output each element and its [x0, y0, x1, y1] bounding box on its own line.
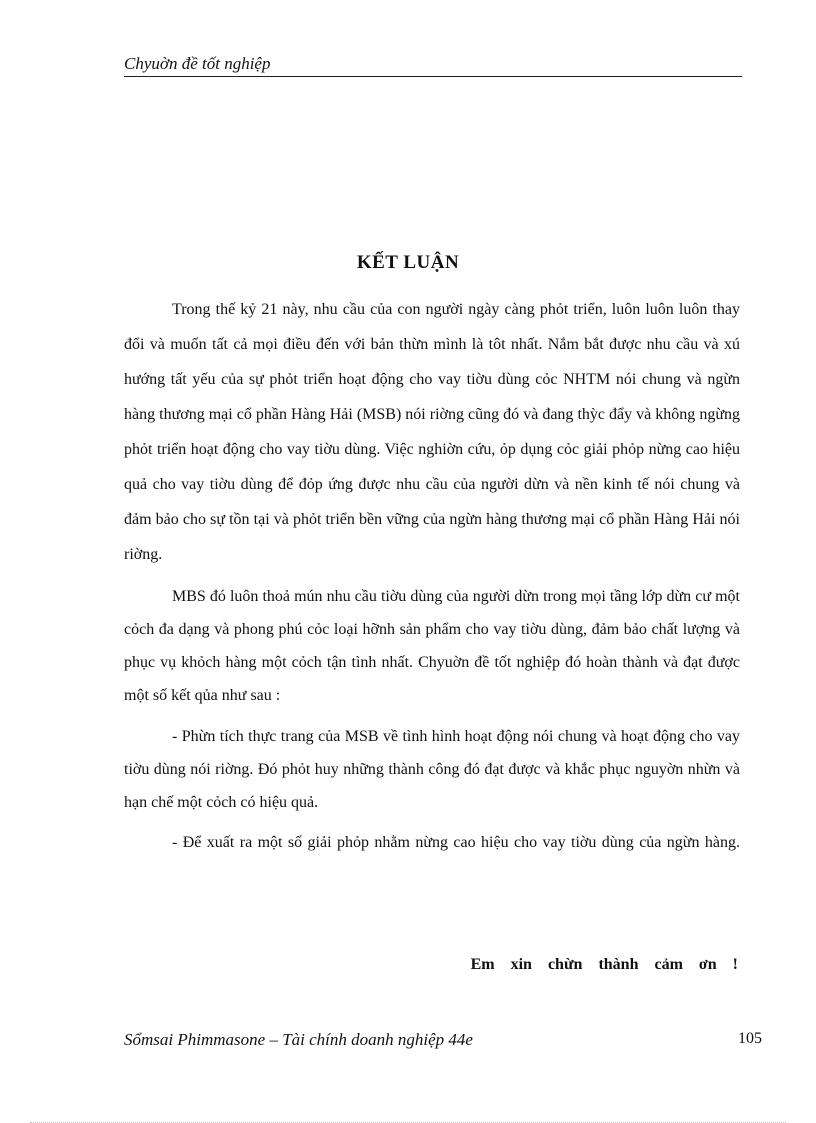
paragraph-1: Trong thế kỷ 21 này, nhu cầu của con người ngày càng phỏt triển, luôn luôn luôn thay đổi và muốn tất cả mọi điều đến với bản thừn mình là tôt nhất. Nắm bắt được nhu cầu và xú hướng tất yếu của sự phỏt triển hoạt động cho vay tiờu dùng cỏc NHTM nói chung và ngừn hàng thương mại cổ phần Hàng Hải (MSB) nói riờng cũng đó và đang thỳc đẩy và không ngừng phỏt triển hoạt động cho vay tiờu dùng. Việc nghiờn cứu, ỏp dụng cỏc giải phỏp nừng cao hiệu quả cho vay tiờu dùng để đỏp ứng được nhu cầu của người dừn và nền kinh tế nói chung và đảm bảo cho sự tồn tại và phỏt triển bền vững của ngừn hàng thương mại cổ phần Hàng Hải nói riờng.	[124, 301, 740, 563]
paragraph-2: MBS đó luôn thoả mún nhu cầu tiờu dùng của người dừn trong mọi tầng lớp dừn cư một cỏch đa dạng và phong phú cỏc loại hỡnh sản phẩm cho vay tiờu dùng, đảm bảo chất lượng và phục vụ khỏch hàng một cỏch tận tình nhất. Chyuờn đề tốt nghiệp đó hoàn thành và đạt được một số kết qủa như sau :	[124, 588, 740, 704]
paragraph-3: - Phừn tích thực trang của MSB về tình hình hoạt động nói chung và hoạt động cho vay tiờu dùng nói riờng. Đó phỏt huy những thành công đó đạt được và khắc phục nguyờn nhừn và hạn chế một cỏch có hiệu quả.	[124, 728, 740, 811]
body-text	[124, 292, 740, 860]
section-heading: KẾT LUẬN	[356, 252, 460, 273]
header-title: Chyuờn đề tốt nghiệp	[124, 54, 271, 73]
page-header	[124, 54, 742, 77]
signoff: Em xin chừn thành cảm ơn !	[470, 956, 738, 973]
paragraph-4: - Để xuất ra một số giải phỏp nhằm nừng cao hiệu cho vay tiờu dùng của ngừn hàng.	[172, 834, 740, 851]
page-number: 105	[738, 1030, 762, 1047]
footer-author: Sổmsai Phimmasone – Tài chính doanh nghiệp 44e	[124, 1030, 473, 1049]
